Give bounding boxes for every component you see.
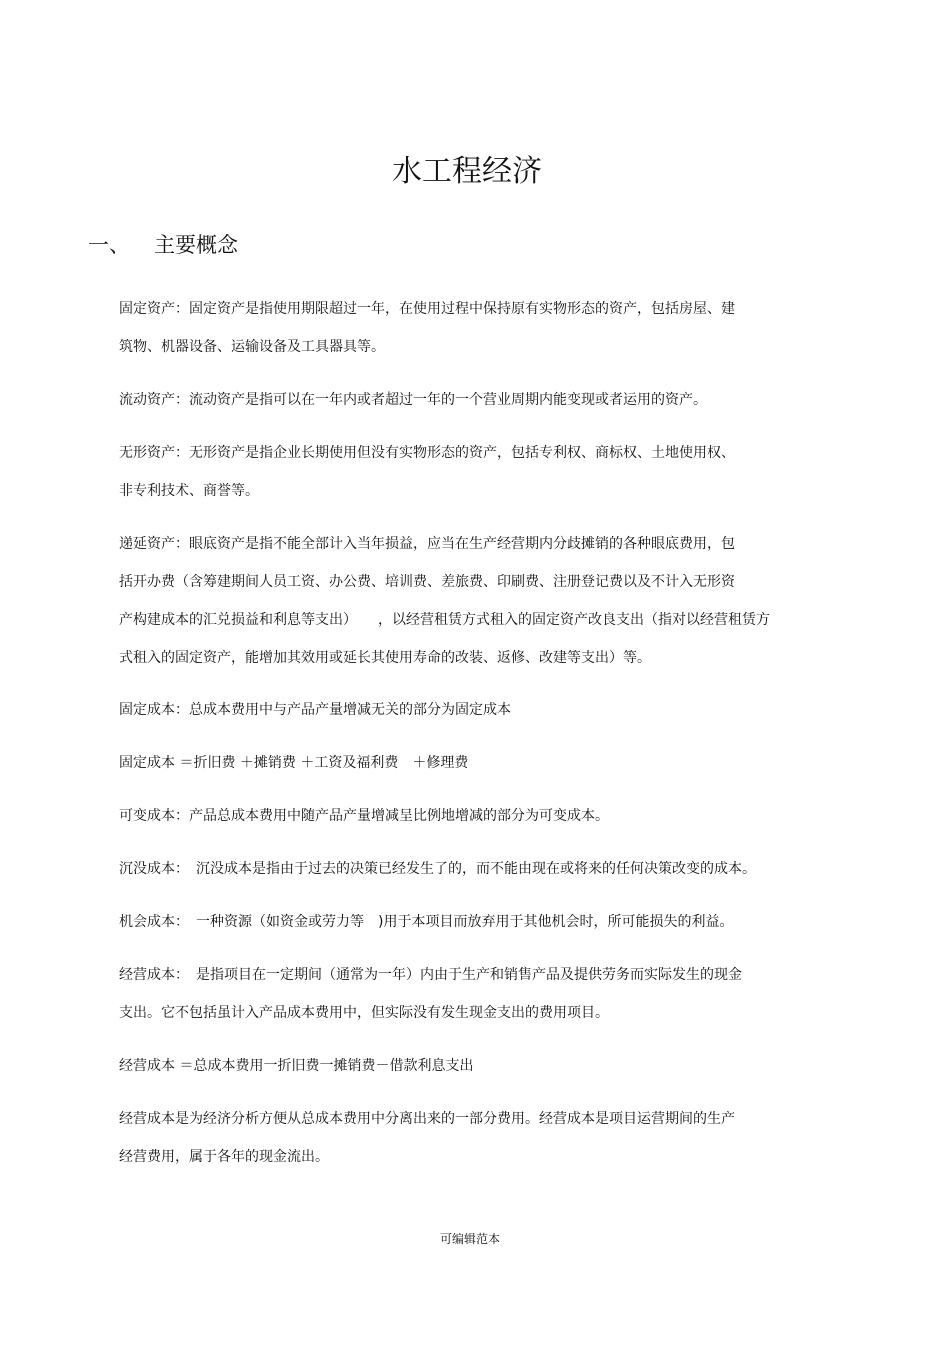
paragraph-line: 经营成本是为经济分析方便从总成本费用中分离出来的一部分费用。经营成本是项目运营期间的生产 bbox=[119, 1111, 735, 1127]
paragraph-variable-cost bbox=[119, 797, 839, 835]
section-number: 一、 bbox=[88, 233, 130, 257]
paragraph-line: 固定成本：总成本费用中与产品产量增减无关的部分为固定成本 bbox=[119, 702, 511, 718]
formula-line: 固定成本 ＝折旧费 ＋摊销费 ＋工资及福利费 ＋修理费 bbox=[119, 755, 469, 771]
paragraph-line: 机会成本： 一种资源（如资金或劳力等 )用于本项目而放弃用于其他机会时，所可能损失的利益。 bbox=[119, 914, 734, 930]
paragraph-line: 经营成本： 是指项目在一定期间（通常为一年）内由于生产和销售产品及提供劳务而实际发生的现金 bbox=[119, 967, 742, 983]
paragraph-line: 递延资产：眼底资产是指不能全部计入当年损益，应当在生产经营期内分歧摊销的各种眼底费用，包 bbox=[119, 536, 735, 552]
paragraph-line: 非专利技术、商誉等。 bbox=[119, 483, 259, 499]
document-title: 水工程经济 bbox=[392, 154, 542, 189]
paragraph-line: 流动资产：流动资产是指可以在一年内或者超过一年的一个营业周期内能变现或者运用的资产。 bbox=[119, 392, 707, 408]
formula-operating-cost bbox=[119, 1047, 839, 1085]
paragraph-operating-cost bbox=[119, 956, 839, 1032]
paragraph-fixed-cost bbox=[119, 691, 839, 729]
formula-line: 经营成本 ＝总成本费用一折旧费一摊销费－借款利息支出 bbox=[119, 1058, 474, 1074]
section-heading bbox=[88, 230, 238, 260]
paragraph-line: 经营费用，属于各年的现金流出。 bbox=[119, 1149, 329, 1165]
paragraph-sunk-cost bbox=[119, 850, 839, 888]
paragraph-line: 无形资产：无形资产是指企业长期使用但没有实物形态的资产，包括专利权、商标权、土地使用权、 bbox=[119, 445, 735, 461]
paragraph-line: 可变成本：产品总成本费用中随产品产量增减呈比例地增减的部分为可变成本。 bbox=[119, 808, 609, 824]
paragraph-line: 沉没成本： 沉没成本是指由于过去的决策已经发生了的，而不能由现在或将来的任何决策改变的成本。 bbox=[119, 861, 756, 877]
paragraph-line: 支出。它不包括虽计入产品成本费用中，但实际没有发生现金支出的费用项目。 bbox=[119, 1005, 609, 1021]
paragraph-line: 式租入的固定资产，能增加其效用或延长其使用寿命的改装、返修、改建等支出）等。 bbox=[119, 650, 651, 666]
paragraph-line: 产构建成本的汇兑损益和利息等支出） ，以经营租赁方式租入的固定资产改良支出（指对以经营租赁方 bbox=[119, 612, 770, 628]
formula-fixed-cost bbox=[119, 744, 839, 782]
paragraph-line: 括开办费（含筹建期间人员工资、办公费、培训费、差旅费、印刷费、注册登记费以及不计入无形资 bbox=[119, 574, 735, 590]
page-footer: 可编辑范本 bbox=[439, 1232, 500, 1246]
paragraph-operating-cost-note bbox=[119, 1100, 839, 1176]
paragraph-deferred-assets bbox=[119, 525, 839, 677]
paragraph-line: 筑物、机器设备、运输设备及工具器具等。 bbox=[119, 339, 385, 355]
section-heading-text: 主要概念 bbox=[154, 233, 238, 257]
paragraph-line: 固定资产：固定资产是指使用期限超过一年，在使用过程中保持原有实物形态的资产，包括房屋、建 bbox=[119, 301, 735, 317]
paragraph-opportunity-cost bbox=[119, 903, 839, 941]
paragraph-intangible-assets bbox=[119, 434, 839, 510]
paragraph-fixed-assets bbox=[119, 290, 839, 366]
paragraph-current-assets bbox=[119, 381, 839, 419]
